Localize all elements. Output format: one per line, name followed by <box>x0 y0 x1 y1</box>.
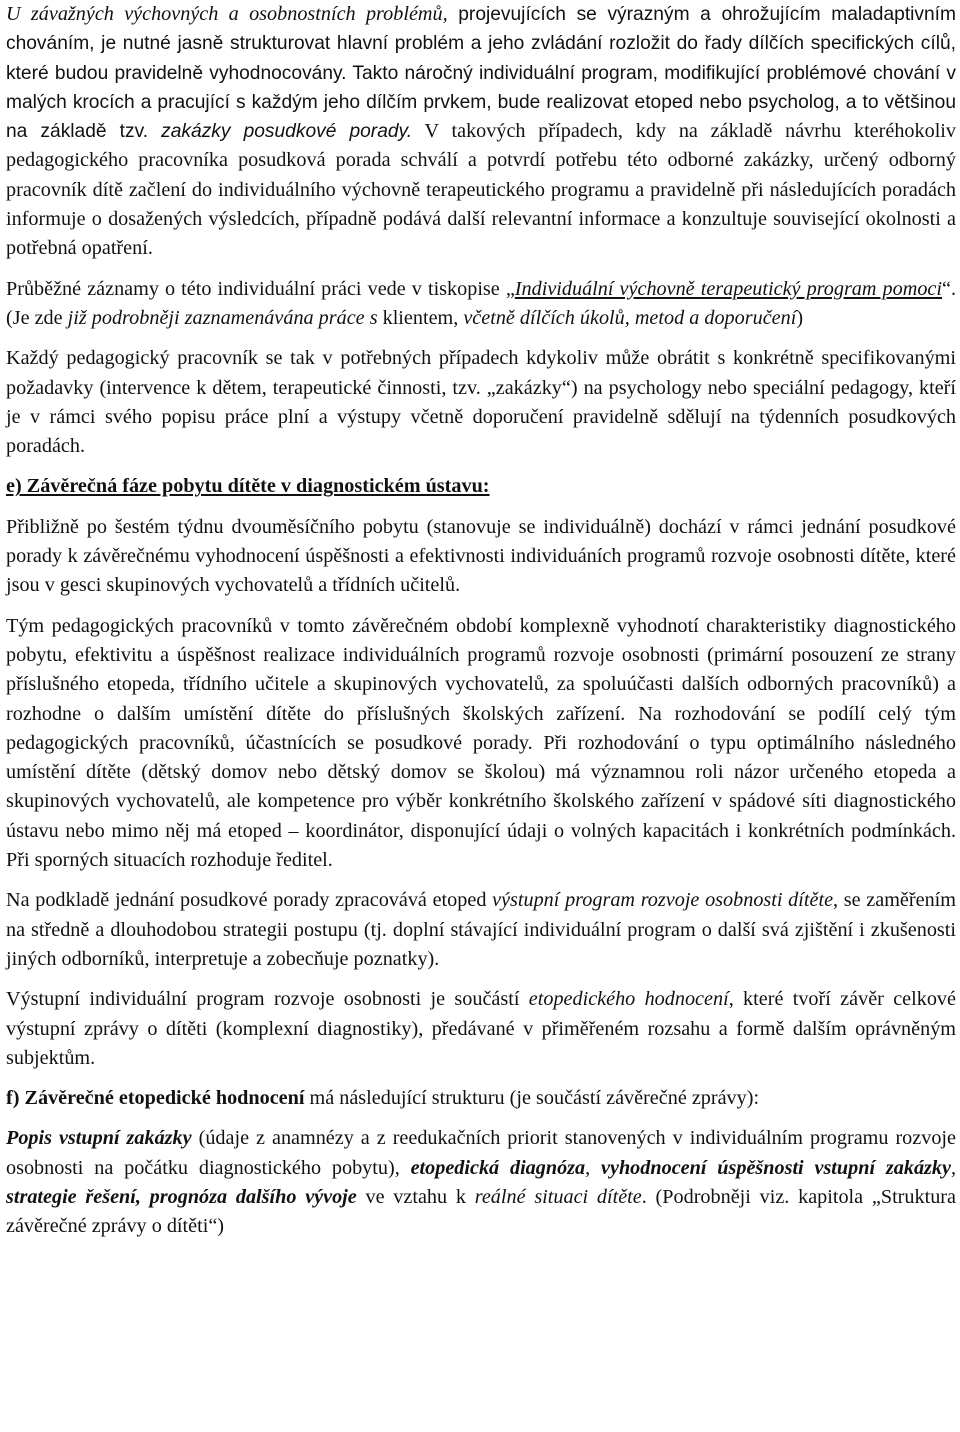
paragraph-individual-program: U závažných výchovných a osobnostních problémů, projevujících se výrazným a ohrožujícím maladaptivním chováním, je nutné jasně strukturovat hlavní problém a jeho zvládání rozložit do řady dílčích specifických cílů, které budou pravidelně vyhodnocovány. Takto náročný individuální program, modifikující problémové chování v malých krocích a pracující s každým jeho dílčím prvkem, bude realizovat etoped nebo psycholog, a to většinou na základě tzv. zakázky posudkové porady. V takových případech, kdy na základě návrhu kteréhokoliv pedagogického pracovníka posudková porada schválí a potvrdí potřebu této odborné zakázky, určený odborný pracovník dítě začlení do individuálního výchovně terapeutického programu a pravidelně při následujících poradách informuje o dosažených výsledcích, případně podává další relevantní informace a konzultuje související okolnosti a potřebná opatření. <box>6 3 957 260</box>
emphasis-text: U závažných výchovných a osobnostních problémů, <box>6 3 448 25</box>
paragraph-records: Průběžné záznamy o této individuální práci vede v tiskopise „Individuální výchovně terapeutický program pomoci“. (Je zde již podrobněji zaznamenávána práce s klientem, včetně dílčích úkolů, metod a doporučení) <box>6 277 957 329</box>
form-title: Individuální výchovně terapeutický program pomoci <box>514 277 942 300</box>
emphasis-text: zakázky posudkové porady. <box>161 121 413 143</box>
paragraph-structure: Popis vstupní zakázky (údaje z anamnézy a z reedukačních priorit stanovených v individuálním programu rozvoje osobnosti na počátku diagnostického pobytu), etopedická diagnóza, vyhodnocení úspěšnosti vstupní zakázky, strategie řešení, prognóza dalšího vývoje ve vztahu k reálné situaci dítěte. (Podrobněji viz. kapitola „Struktura závěrečné zprávy o dítěti“) <box>6 1127 956 1238</box>
paragraph-team-evaluation: Tým pedagogických pracovníků v tomto závěrečném období komplexně vyhodnotí charakteristiky diagnostického pobytu, efektivitu a úspěšnost realizace individuálních programů rozvoje osobnosti (primární posouzení ze strany příslušného etopeda, třídního učitele a skupinových vychovatelů, za spoluúčasti dalších odborných pracovníků) a rozhodne o dalším umístění dítěte do příslušných školských zařízení. Na rozhodování se podílí celý tým pedagogických pracovníků, účastnících se posudkové porady. Při rozhodování o typu optimálního následného umístění dítěte (dětský domov nebo dětský domov se školou) má významnou roli názor určeného etopeda a skupinových vychovatelů, ale kompetence pro výběr konkrétního školského zařízení v spádové síti diagnostického ústavu nebo mimo něj má etoped – koordinátor, disponující údaji o volných kapacitách i konkrétních podmínkách. Při sporných situacích rozhoduje ředitel. <box>6 614 956 872</box>
paragraph-output-program: Na podkladě jednání posudkové porady zpracovává etoped výstupní program rozvoje osobnosti dítěte, se zaměřením na středně a dlouhodobou strategii postupu (tj. doplní stávající individuální program o další svá zjištění i zkušenosti jiných odborníků, interpretuje a zobecňuje poznatky). <box>6 889 956 970</box>
paragraph-requests: Každý pedagogický pracovník se tak v potřebných případech kdykoliv může obrátit s konkrétně specifikovanými požadavky (intervence k dětem, terapeutické činnosti, tzv. „zakázky“) na psychology nebo speciální pedagogy, kteří je v rámci svého popisu práce plní a výstupy včetně doporučení pravidelně sdělují na týdenních posudkových poradách. <box>6 347 956 458</box>
section-heading-e: e) Závěrečná fáze pobytu dítěte v diagnostickém ústavu: <box>6 475 490 498</box>
paragraph-final-evaluation: Přibližně po šestém týdnu dvouměsíčního pobytu (stanovuje se individuálně) dochází v rámci jednání posudkové porady k závěrečnému vyhodnocení úspěšnosti a efektivnosti individuáních programů rozvoje osobnosti dítěte, které jsou v gesci skupinových vychovatelů a třídních učitelů. <box>6 515 956 597</box>
paragraph-etopedic-evaluation: Výstupní individuální program rozvoje osobnosti je součástí etopedického hodnocení, které tvoří závěr celkové výstupní zprávy o dítěti (komplexní diagnostiky), předávané v přiměřeném rozsahu a formě dalším oprávněným subjektům. <box>6 988 956 1069</box>
section-heading-f: f) Závěrečné etopedické hodnocení má následující strukturu (je součástí závěrečné zprávy): <box>6 1087 760 1110</box>
